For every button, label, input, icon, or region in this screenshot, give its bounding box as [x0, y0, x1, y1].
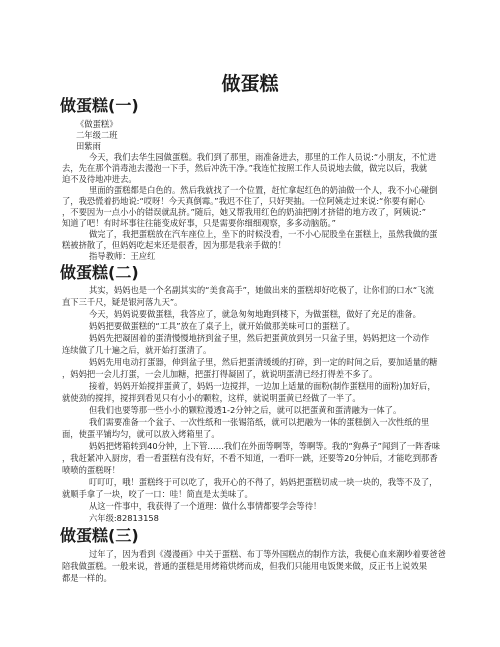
s2-line: 我们需要准备一个盆子、一次性纸和一张锡箔纸，就可以把融为一体的蛋糕倒入一次性纸的里 — [89, 417, 430, 427]
s2-line: 就顺手拿了一块，咬了一口：哇！简直是太美味了。 — [62, 489, 253, 499]
s3-line: 都是一样的。 — [62, 573, 112, 583]
s2-line: 今天，妈妈说要做蛋糕，我答应了，就急匆匆地跑到楼下，为做蛋糕，做好了充足的准备。 — [89, 309, 421, 319]
s2-line: 但我们也要等那一些小小的颗粒漫透1-2分钟之后，就可以把蛋黄和蛋清融为一体了。 — [89, 405, 402, 415]
s1-line: 知道了吧！有时坏事往往能变成好事，只是需要你细细观察，多多动脑筋。” — [62, 218, 336, 228]
s1-line: 迫不及待地冲进去。 — [62, 174, 137, 184]
s2-line: 连续做了几十遍之后，就开始打蛋清了。 — [62, 345, 212, 355]
s1-line: 了，我恐慌着扔地说:“哎呀！今天真倒霉。”我迟不住了，只好哭抽。一位阿姨走过来说:“你要有耐心 — [62, 196, 425, 206]
section-1-heading: 做蛋糕(一) — [60, 96, 139, 115]
s2-line: 妈妈把烤箱转到40分钟，上下管……我们在外面等啊等，等啊等。我的“狗鼻子”闻到了一阵香味 — [89, 441, 441, 451]
s2-line: 妈妈先用电动打蛋器，伸到盆子里，然后把蛋清缓缓的打碎，到一定的时间之后，要加适量的糖 — [89, 357, 438, 367]
s2-line: 接着，妈妈开始搅拌蛋黄了，妈妈一边搅拌，一边加上适量的面粉(制作蛋糕用的面粉)加好后， — [89, 381, 436, 391]
s1-line: 田紫雨 — [76, 141, 101, 151]
s2-line: 就使劲的搅拌，搅拌到看见只有小小的颗粒，这样，就说明蛋黄已经做了一半了。 — [62, 393, 361, 403]
s1-line: 里面的蛋糕都是白色的。然后我就找了一个位置，赶忙拿起红色的奶油做一个人，我不小心碰倒 — [89, 185, 438, 195]
s2-line: 直下三千尺，疑是银河落九天”。 — [62, 297, 183, 307]
section-3-heading: 做蛋糕(三) — [60, 526, 139, 545]
section-2-heading: 做蛋糕(二) — [60, 263, 139, 282]
s1-line: 去，先在那个消毒池去漫泡一下手，然后冲洗干净。”我连忙按照工作人员说地去做，做完以后，我就 — [62, 163, 428, 173]
s3-line: 陪我做蛋糕。一般来说，普通的蛋糕是用烤箱烘烤而成，但我们只能用电饭煲来做，反正书上说效果 — [62, 561, 428, 571]
s1-line: 做完了，我把蛋糕放在汽车座位上，坐下的时候没看，一不小心屁股坐在蛋糕上，虽然我做的蛋 — [89, 229, 438, 239]
s2-line: 其实，妈妈也是一个名副其实的“美食高手”，她做出来的蛋糕却好吃极了，让你们的口水“飞流 — [89, 285, 434, 295]
s1-line: 糕被挤散了，但妈妈吃起来还是很香，因为那是我亲手做的！ — [62, 240, 287, 250]
s2-line: 从这一件事中，我获得了一个道理：做什么事情都要学会等待！ — [89, 501, 322, 511]
s1-line: 《做蛋糕》 — [76, 119, 118, 129]
s2-line: 喷喷的蛋糕呀！ — [62, 465, 121, 475]
s3-line: 过年了，因为看到《漫漫画》中关于蛋糕、布丁等外国糕点的制作方法，我便心血来潮吵着要爸爸 — [89, 549, 446, 559]
s2-line: 妈妈把要做蛋糕的“工具”放在了桌子上，就开始做那美味可口的蛋糕了。 — [89, 321, 355, 331]
s1-line: 指导教师：王应红 — [89, 251, 156, 261]
s2-line: 六年级:82813158 — [89, 513, 159, 523]
document-title: 做蛋糕 — [221, 73, 279, 95]
s2-line: ，我赶紧冲入厨房，看一看蛋糕有没有好，不看不知道，一看吓一跳，还要等20分钟后，才能吃到那香 — [62, 453, 438, 463]
s1-line: ，不要因为一点小小的错误就乱挤。”随后，她又帮我用红色的奶油把刚才挤错的地方改了，阿姨说:” — [62, 207, 427, 217]
s2-line: 妈妈先把凝固着的蛋清慢慢地挤到盆子里，然后把蛋黄放到另一只盆子里，妈妈把这一个动作 — [89, 333, 430, 343]
s2-line: 叮叮叮，哦！蛋糕终于可以吃了，我开心的不得了，妈妈把蛋糕切成一块一块的，我等不及了， — [89, 477, 438, 487]
s2-line: 面，使蛋平铺均匀，就可以放入烤箱里了。 — [62, 429, 220, 439]
s1-line: 今天，我们去华生园做蛋糕。我们到了那里，雨准备进去，那里的工作人员说:“小朋友，不忙进 — [89, 152, 437, 162]
s1-line: 二年级二班 — [76, 130, 118, 140]
s2-line: ，妈妈把一会儿打蛋，一会儿加糖，把蛋打得凝固了，就说明蛋清已经打得差不多了。 — [62, 369, 378, 379]
